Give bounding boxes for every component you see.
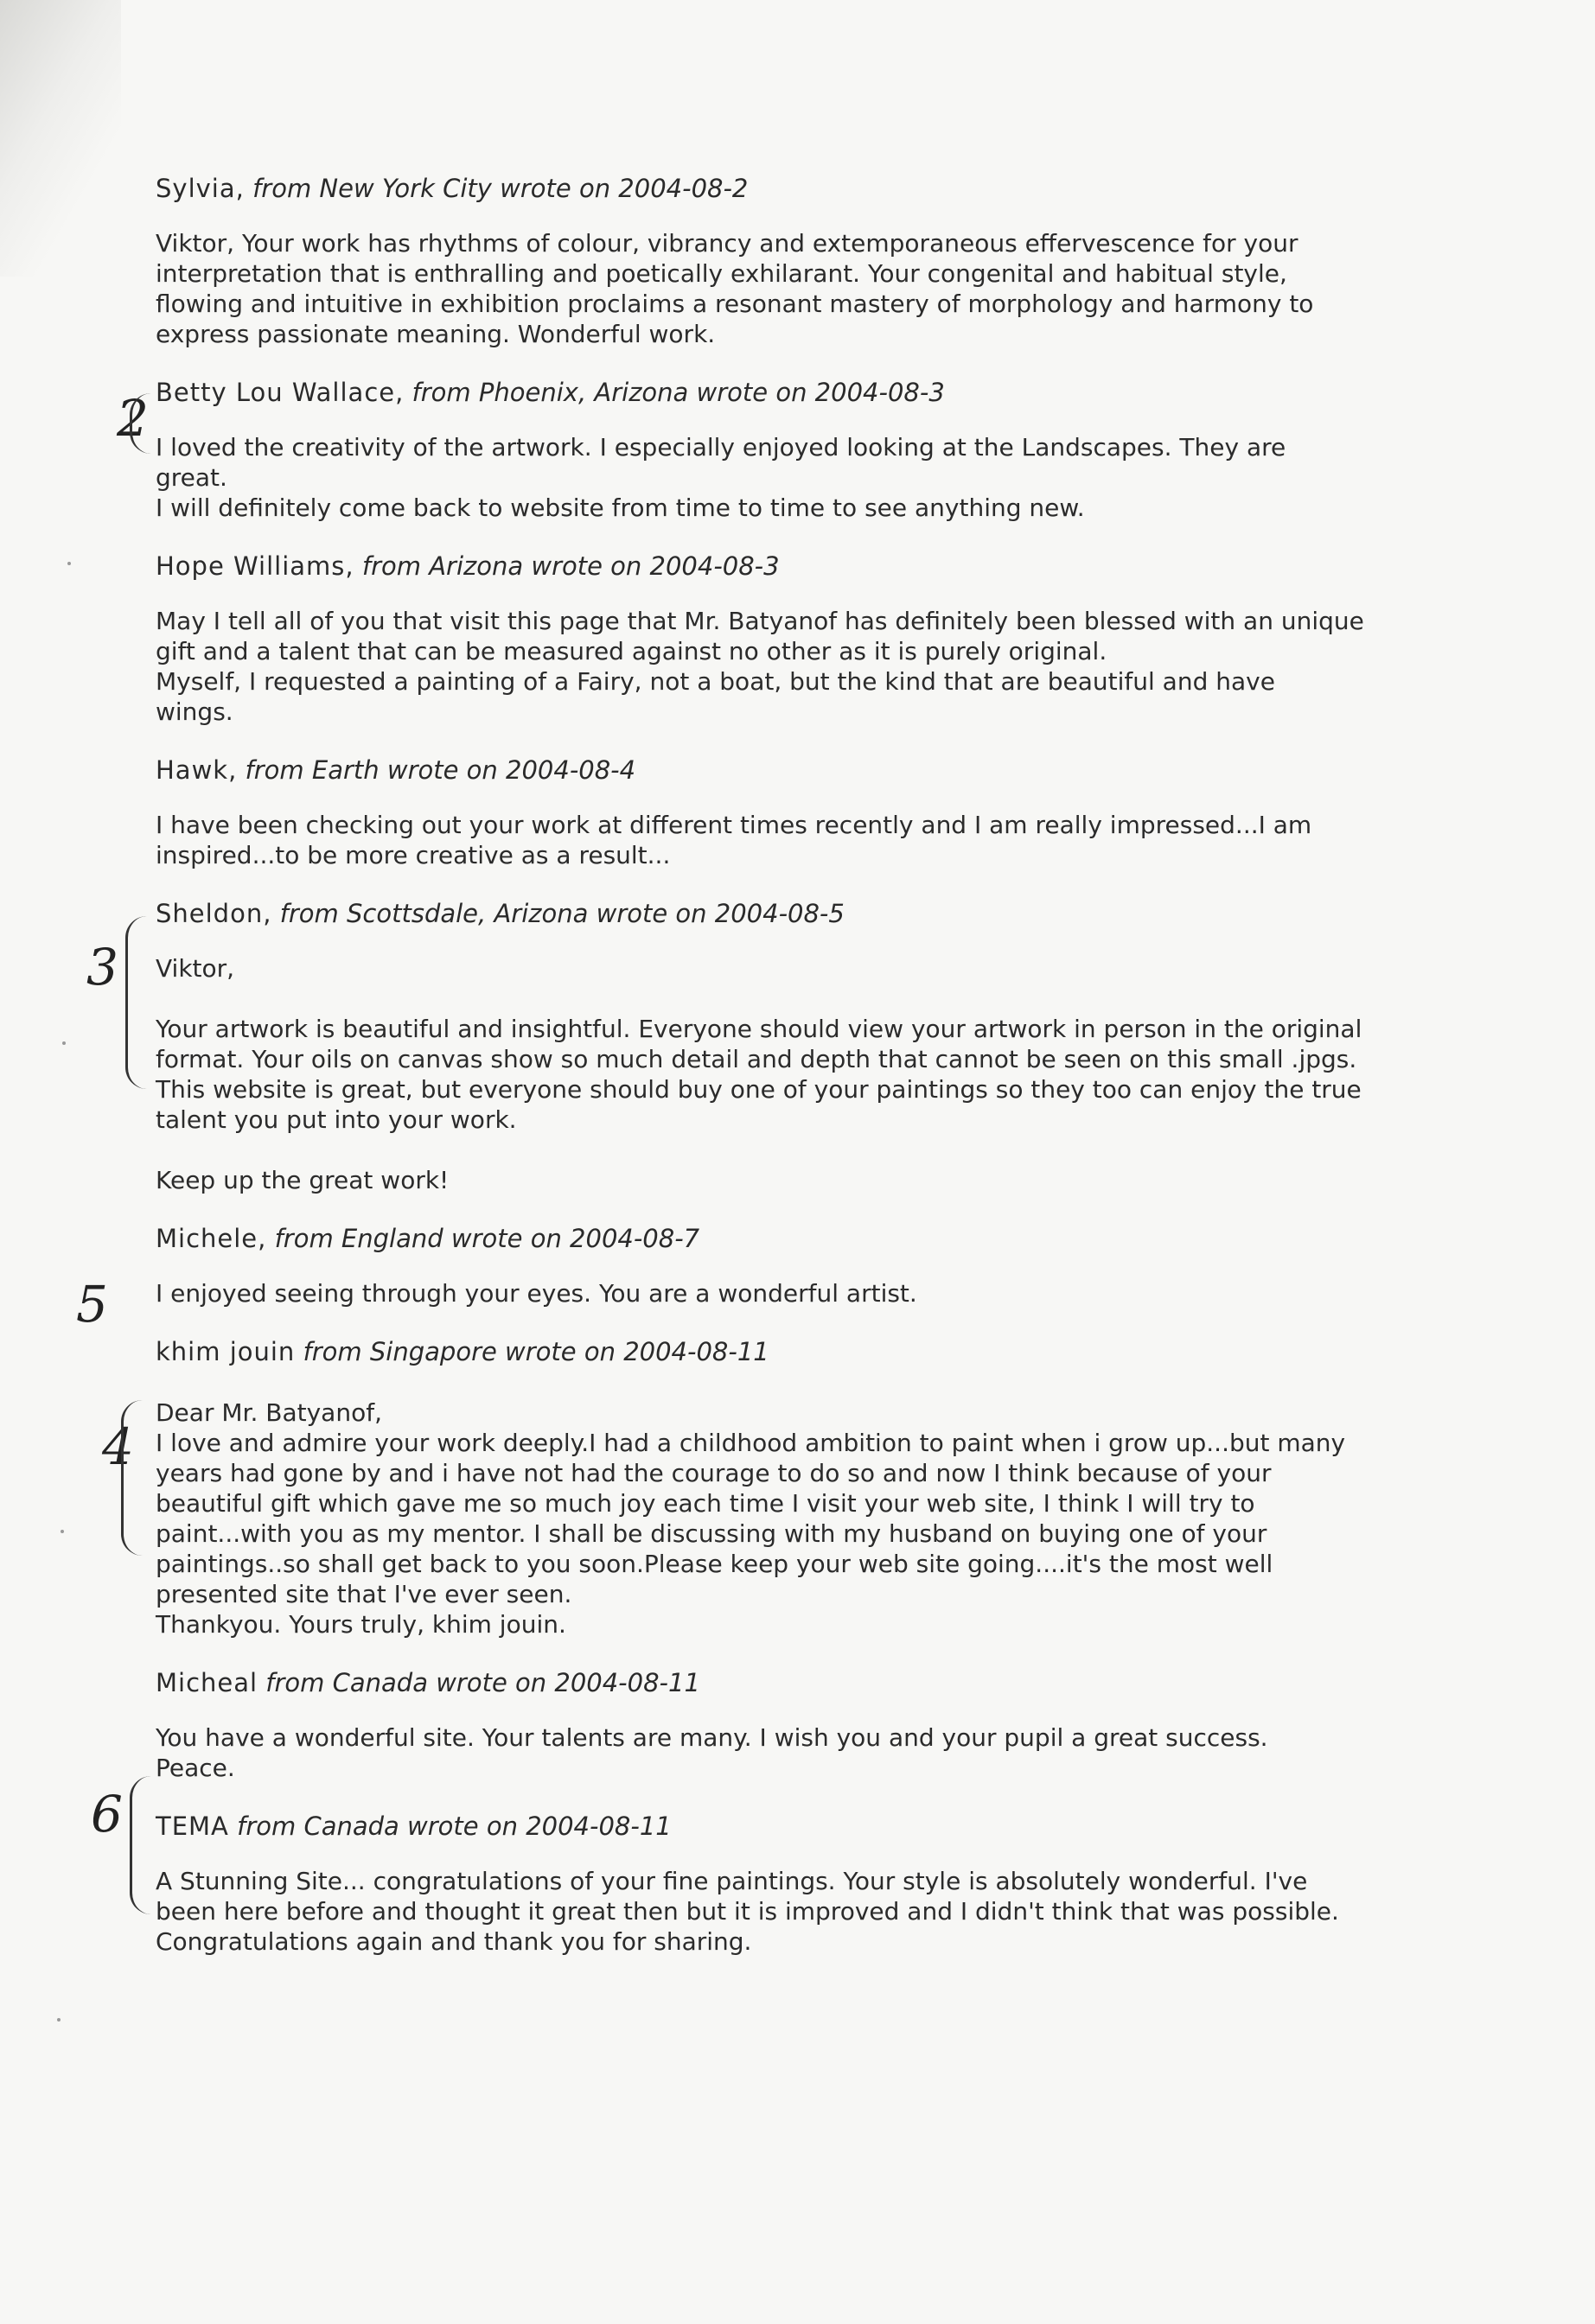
entry-meta: from Canada wrote on 2004-08-11 xyxy=(265,1668,700,1697)
entry-line: Congratulations again and thank you for sharing. xyxy=(156,1927,752,1956)
entry-line: presented site that I've ever seen. xyxy=(156,1580,572,1608)
entry-author: Micheal xyxy=(156,1668,258,1697)
guestbook-entry xyxy=(156,898,1418,1195)
entry-line: beautiful gift which gave me so much joy each time I visit your web site, I think I will try to xyxy=(156,1489,1255,1518)
entry-header xyxy=(156,1667,1418,1698)
guestbook-entry xyxy=(156,551,1418,727)
entry-author: Sylvia, xyxy=(156,174,245,203)
scan-shadow xyxy=(0,0,121,277)
entry-line: paint...with you as my mentor. I shall be discussing with my husband on buying one of your xyxy=(156,1519,1267,1548)
entry-line: Your artwork is beautiful and insightful. Everyone should view your artwork in person in the original xyxy=(156,1015,1362,1043)
entry-author: Hawk, xyxy=(156,755,238,785)
entry-meta: from Arizona wrote on 2004-08-3 xyxy=(361,551,780,581)
scan-speck xyxy=(62,1041,66,1045)
entry-body xyxy=(156,1278,1418,1308)
entry-meta: from Phoenix, Arizona wrote on 2004-08-3 xyxy=(412,378,945,407)
entry-line: Viktor, xyxy=(156,954,235,983)
handwritten-bracket xyxy=(125,916,147,1089)
entry-author: Michele, xyxy=(156,1224,267,1253)
handwritten-number: 2 xyxy=(117,389,149,448)
entry-header xyxy=(156,551,1418,582)
entry-body xyxy=(156,1722,1418,1783)
entry-line: express passionate meaning. Wonderful work. xyxy=(156,320,716,348)
guestbook-entry xyxy=(156,1336,1418,1640)
entry-line: wings. xyxy=(156,697,233,726)
entry-meta: from Earth wrote on 2004-08-4 xyxy=(245,755,636,785)
handwritten-bracket xyxy=(121,1400,143,1556)
entry-line: I will definitely come back to website from time to time to see anything new. xyxy=(156,493,1085,522)
entry-header xyxy=(156,1811,1418,1842)
entry-line: Dear Mr. Batyanof, xyxy=(156,1398,382,1427)
guestbook-entry xyxy=(156,377,1418,523)
handwritten-bracket xyxy=(130,1776,151,1914)
entry-line: Peace. xyxy=(156,1754,235,1782)
entry-body xyxy=(156,1398,1418,1640)
entry-line: I have been checking out your work at different times recently and I am really impressed...I am xyxy=(156,811,1312,839)
guestbook-entry xyxy=(156,1667,1418,1783)
entry-body xyxy=(156,606,1418,727)
entry-line: interpretation that is enthralling and poetically exhilarant. Your congenital and habitual style, xyxy=(156,259,1287,288)
entry-meta: from Scottsdale, Arizona wrote on 2004-08-5 xyxy=(279,899,845,928)
entry-line: Myself, I requested a painting of a Fairy, not a boat, but the kind that are beautiful and have xyxy=(156,667,1275,696)
entry-body xyxy=(156,953,1418,1195)
entry-line: I love and admire your work deeply.I had a childhood ambition to paint when i grow up...but many xyxy=(156,1429,1346,1457)
entry-author: Betty Lou Wallace, xyxy=(156,378,405,407)
entry-header xyxy=(156,1223,1418,1254)
entry-line: flowing and intuitive in exhibition proclaims a resonant mastery of morphology and harmony to xyxy=(156,290,1314,318)
entry-header xyxy=(156,377,1418,408)
handwritten-number: 4 xyxy=(102,1417,134,1476)
entry-line: talent you put into your work. xyxy=(156,1105,517,1134)
handwritten-number: 5 xyxy=(76,1275,108,1334)
entry-meta: from New York City wrote on 2004-08-2 xyxy=(252,174,749,203)
scan-speck xyxy=(57,2018,61,2022)
entry-line: format. Your oils on canvas show so much detail and depth that cannot be seen on this small .jpgs. xyxy=(156,1045,1357,1073)
entry-line: Keep up the great work! xyxy=(156,1166,450,1194)
guestbook-entry xyxy=(156,755,1418,870)
entry-line: Viktor, Your work has rhythms of colour, vibrancy and extemporaneous effervescence for your xyxy=(156,229,1298,258)
entry-header xyxy=(156,755,1418,786)
entry-meta: from Singapore wrote on 2004-08-11 xyxy=(303,1337,769,1366)
entry-line: I loved the creativity of the artwork. I especially enjoyed looking at the Landscapes. They are xyxy=(156,433,1286,462)
entry-body xyxy=(156,810,1418,870)
guestbook-entry xyxy=(156,1223,1418,1308)
entry-author: khim jouin xyxy=(156,1337,296,1366)
entry-header xyxy=(156,898,1418,929)
handwritten-number: 6 xyxy=(91,1785,123,1843)
entry-line: I enjoyed seeing through your eyes. You are a wonderful artist. xyxy=(156,1279,917,1308)
entry-line: gift and a talent that can be measured against no other as it is purely original. xyxy=(156,637,1107,665)
entry-header xyxy=(156,173,1418,204)
scan-speck xyxy=(61,1530,64,1533)
entry-author: Hope Williams, xyxy=(156,551,354,581)
entry-author: Sheldon, xyxy=(156,899,272,928)
entry-line: This website is great, but everyone should buy one of your paintings so they too can enjoy the true xyxy=(156,1075,1362,1104)
entry-line: A Stunning Site... congratulations of your fine paintings. Your style is absolutely wonderful. I've xyxy=(156,1867,1308,1895)
entry-line: You have a wonderful site. Your talents are many. I wish you and your pupil a great success. xyxy=(156,1723,1268,1752)
guestbook-entry xyxy=(156,173,1418,349)
scan-speck xyxy=(67,562,71,565)
entry-line: years had gone by and i have not had the courage to do so and now I think because of your xyxy=(156,1459,1272,1487)
entry-line: paintings..so shall get back to you soon.Please keep your web site going....it's the most well xyxy=(156,1550,1273,1578)
handwritten-bracket xyxy=(130,393,151,454)
guestbook-entries xyxy=(156,173,1418,1957)
entry-body xyxy=(156,228,1418,349)
entry-author: TEMA xyxy=(156,1811,229,1841)
entry-body xyxy=(156,432,1418,523)
entry-line: Thankyou. Yours truly, khim jouin. xyxy=(156,1610,566,1639)
guestbook-entry xyxy=(156,1811,1418,1957)
entry-meta: from Canada wrote on 2004-08-11 xyxy=(237,1811,672,1841)
entry-body xyxy=(156,1866,1418,1957)
entry-header xyxy=(156,1336,1418,1367)
entry-line: great. xyxy=(156,463,227,492)
entry-line: been here before and thought it great then but it is improved and I didn't think that was possible. xyxy=(156,1897,1339,1926)
handwritten-number: 3 xyxy=(86,938,118,996)
entry-line: inspired...to be more creative as a result... xyxy=(156,841,671,869)
entry-meta: from England wrote on 2004-08-7 xyxy=(274,1224,700,1253)
entry-line: May I tell all of you that visit this page that Mr. Batyanof has definitely been blessed with an unique xyxy=(156,607,1364,635)
